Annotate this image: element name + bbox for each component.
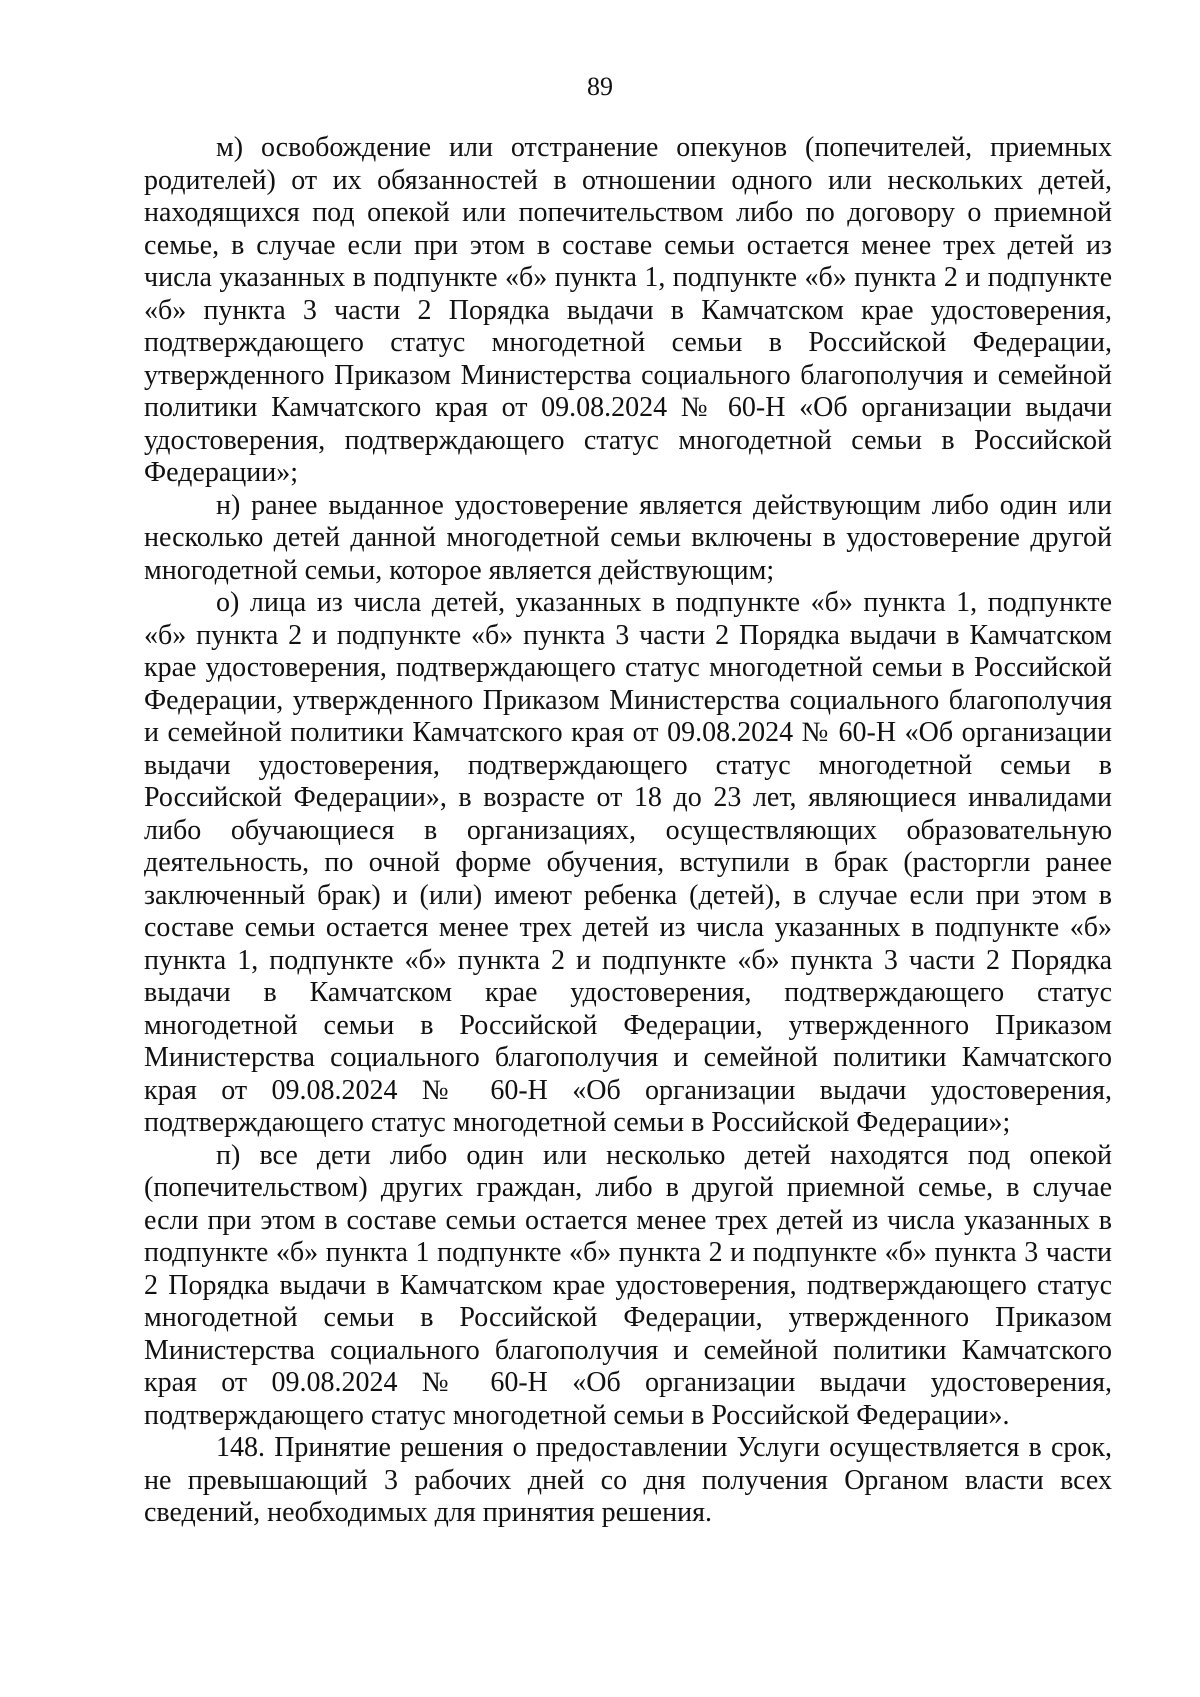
- document-body: [144, 132, 1112, 1530]
- paragraph-item-n: н) ранее выданное удостоверение является действующим либо один или несколько детей данной многодетной семьи включены в удостоверение другой многодетной семьи, которое является действующим;: [144, 489, 1112, 586]
- paragraph-item-m: м) освобождение или отстранение опекунов (попечителей, приемных родителей) от их обязанностей в отношении одного или нескольких детей, находящихся под опекой или попечительством либо по договору о приемной семье, в случае если при этом в составе семьи остается менее трех детей из числа указанных в подпункте «б» пункта 1, подпункте «б» пункта 2 и подпункте «б» пункта 3 части 2 Порядка выдачи в Камчатском крае удостоверения, подтверждающего статус многодетной семьи в Российской Федерации, утвержденного Приказом Министерства социального благополучия и семейной политики Камчатского края от 09.08.2024 № 60-Н «Об организации выдачи удостоверения, подтверждающего статус многодетной семьи в Российской Федерации»;: [144, 132, 1112, 488]
- paragraph-clause-148: 148. Принятие решения о предоставлении Услуги осуществляется в срок, не превышающий 3 рабочих дней со дня получения Органом власти всех сведений, необходимых для принятия решения.: [144, 1432, 1112, 1528]
- paragraph-item-p: п) все дети либо один или несколько детей находятся под опекой (попечительством) других граждан, либо в другой приемной семье, в случае если при этом в составе семьи остается менее трех детей из числа указанных в подпункте «б» пункта 1 подпункте «б» пункта 2 и подпункте «б» пункта 3 части 2 Порядка выдачи в Камчатском крае удостоверения, подтверждающего статус многодетной семьи в Российской Федерации, утвержденного Приказом Министерства социального благополучия и семейной политики Камчатского края от 09.08.2024 № 60-Н «Об организации выдачи удостоверения, подтверждающего статус многодетной семьи в Российской Федерации».: [144, 1139, 1112, 1431]
- page-number: 89: [587, 72, 613, 101]
- paragraph-item-o: о) лица из числа детей, указанных в подпункте «б» пункта 1, подпункте «б» пункта 2 и подпункте «б» пункта 3 части 2 Порядка выдачи в Камчатском крае удостоверения, подтверждающего статус многодетной семьи в Российской Федерации, утвержденного Приказом Министерства социального благополучия и семейной политики Камчатского края от 09.08.2024 № 60-Н «Об организации выдачи удостоверения, подтверждающего статус многодетной семьи в Российской Федерации», в возрасте от 18 до 23 лет, являющиеся инвалидами либо обучающиеся в организациях, осуществляющих образовательную деятельность, по очной форме обучения, вступили в брак (расторгли ранее заключенный брак) и (или) имеют ребенка (детей), в случае если при этом в составе семьи остается менее трех детей из числа указанных в подпункте «б» пункта 1, подпункте «б» пункта 2 и подпункте «б» пункта 3 части 2 Порядка выдачи в Камчатском крае удостоверения, подтверждающего статус многодетной семьи в Российской Федерации, утвержденного Приказом Министерства социального благополучия и семейной политики Камчатского края от 09.08.2024 № 60-Н «Об организации выдачи удостоверения, подтверждающего статус многодетной семьи в Российской Федерации»;: [144, 587, 1112, 1138]
